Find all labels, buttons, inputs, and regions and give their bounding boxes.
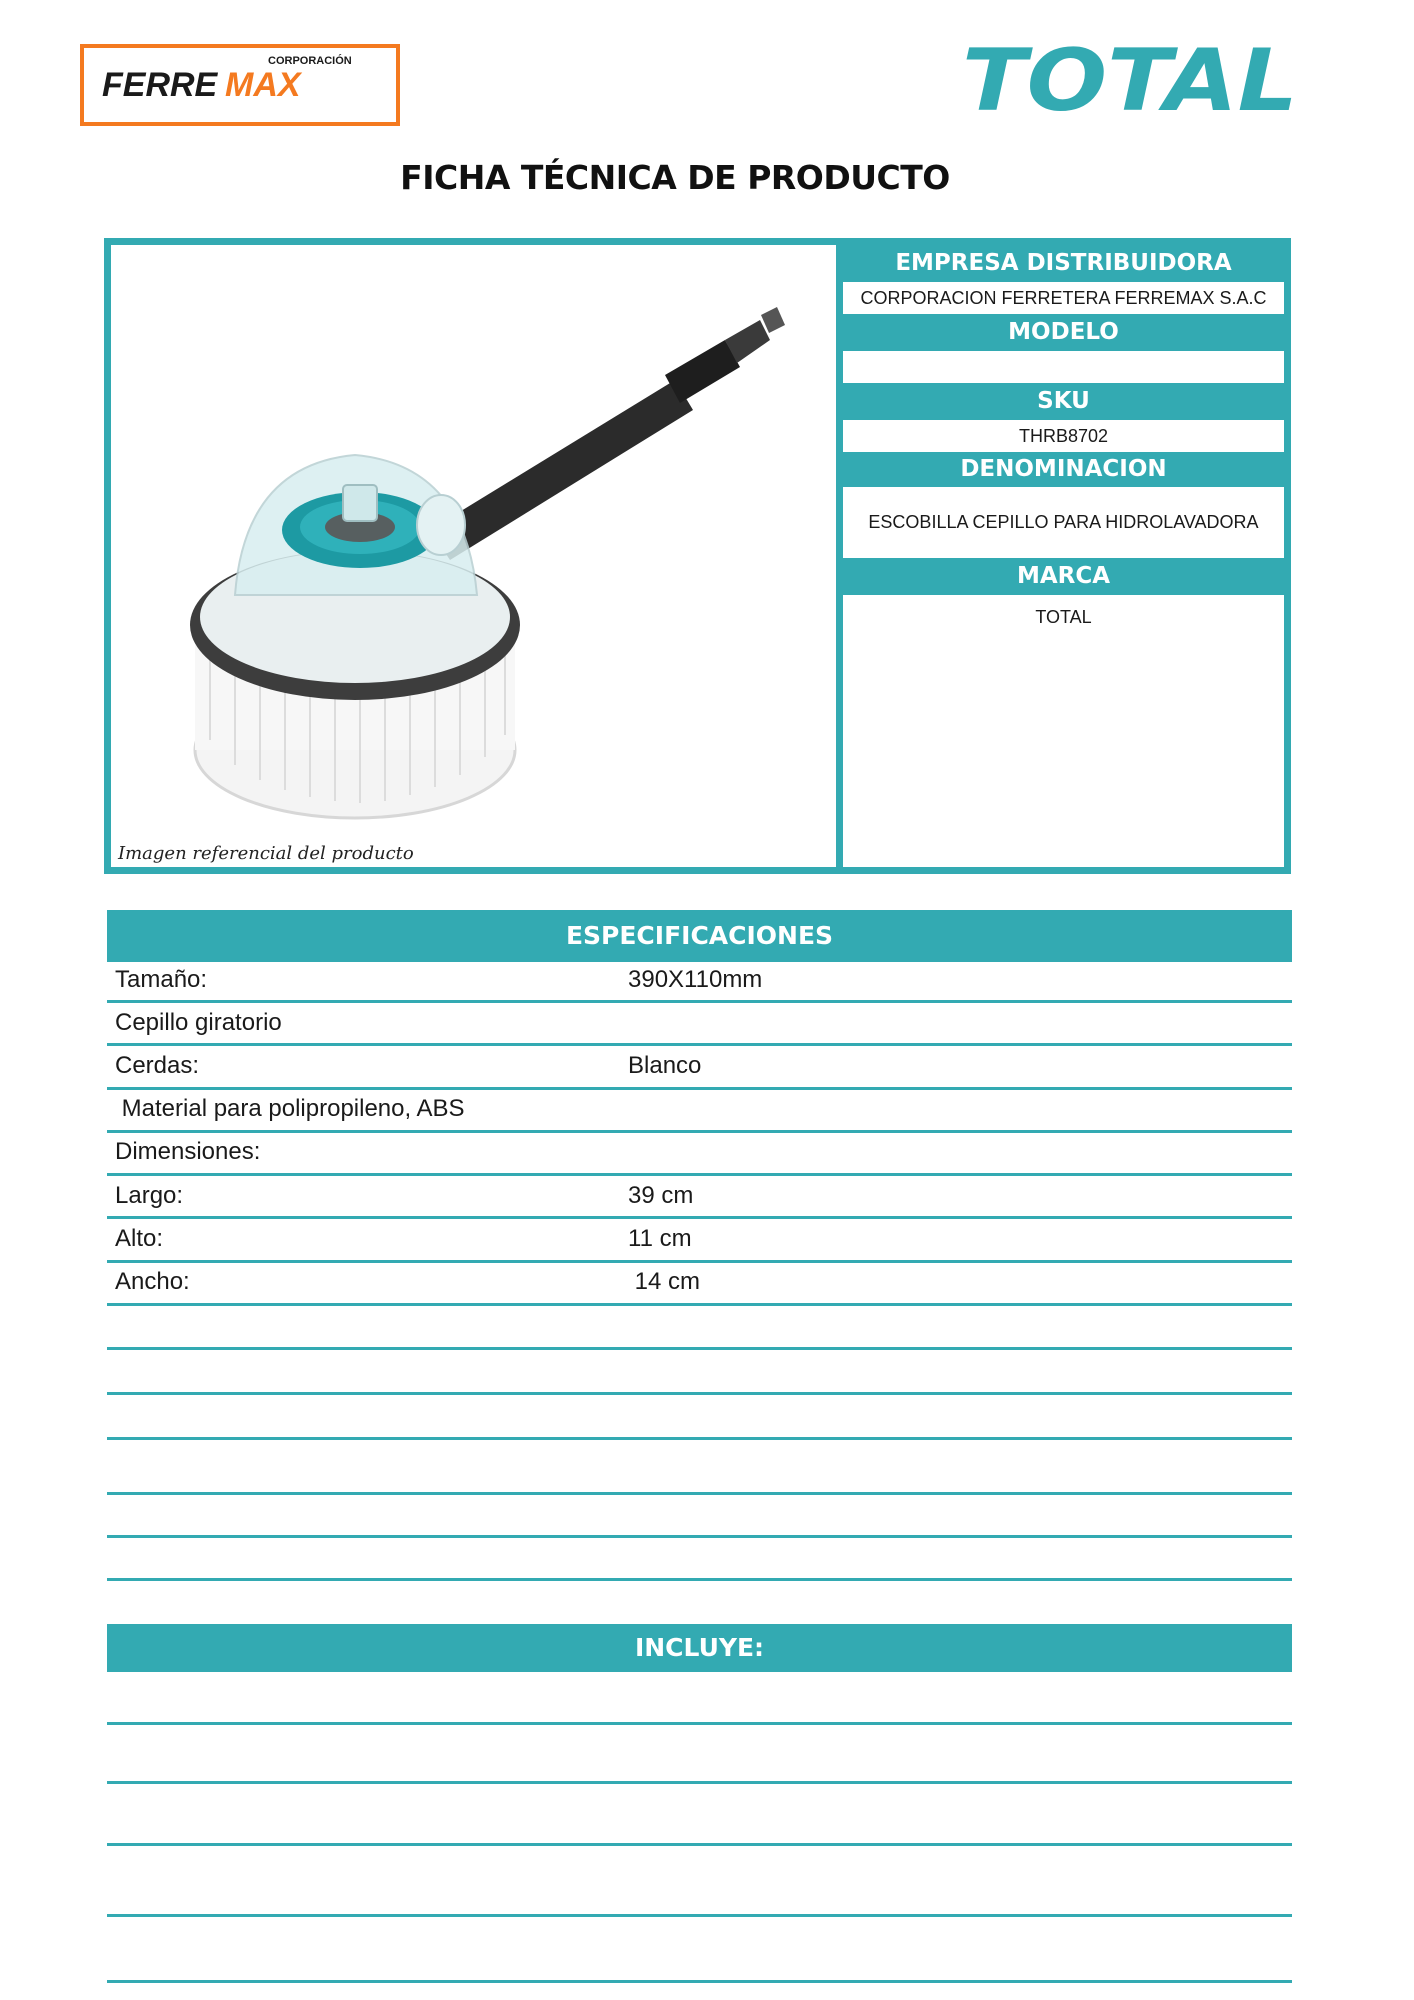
image-caption: Imagen referencial del producto [118,843,414,864]
includes-row-divider [107,1843,1292,1846]
spec-row-divider [107,1087,1292,1090]
spec-value: Blanco [628,1052,702,1079]
ferremax-logo [80,44,400,126]
spec-row-divider [107,1043,1292,1046]
marca-value: TOTAL [849,595,1278,861]
spec-row-divider [107,1492,1292,1495]
spec-row-divider [107,1392,1292,1395]
spec-value: 11 cm [628,1225,692,1252]
includes-row-divider [107,1722,1292,1725]
spec-label: Ancho: [115,1268,190,1295]
distribuidora-header: EMPRESA DISTRIBUIDORA [843,245,1284,282]
spec-row-divider [107,1000,1292,1003]
spec-label: Material para polipropileno, ABS [115,1095,465,1122]
sku-header: SKU [843,383,1284,420]
total-logo [962,42,1300,118]
includes-row-divider [107,1980,1292,1983]
spec-row-divider [107,1437,1292,1440]
rotating-brush-icon [165,295,785,835]
modelo-value [849,351,1278,383]
spec-row-divider [107,1303,1292,1306]
spec-label: Cerdas: [115,1052,200,1079]
distribuidora-value: CORPORACION FERRETERA FERREMAX S.A.C [849,282,1278,314]
spec-label: Largo: [115,1182,184,1209]
sku-value: THRB8702 [849,420,1278,452]
spec-row-divider [107,1347,1292,1350]
logo-ferre-text: FERRE [102,66,218,104]
spec-label: Tamaño: [115,966,208,993]
spec-row-divider [107,1535,1292,1538]
spec-row-divider [107,1260,1292,1263]
spec-label: Alto: [115,1225,164,1252]
modelo-header: MODELO [843,314,1284,351]
includes-header: INCLUYE: [107,1624,1292,1672]
total-logo-text: TOTAL [962,42,1298,118]
spec-label: Dimensiones: [115,1138,261,1165]
page-title: FICHA TÉCNICA DE PRODUCTO [400,158,950,197]
spec-row-divider [107,1130,1292,1133]
specs-header: ESPECIFICACIONES [107,910,1292,962]
spec-value: 14 cm [628,1268,701,1295]
includes-row-divider [107,1781,1292,1784]
spec-row-divider [107,1173,1292,1176]
spec-row-divider [107,1216,1292,1219]
includes-row-divider [107,1914,1292,1917]
spec-value: 390X110mm [628,966,763,993]
logo-small-text: CORPORACIÓN [268,55,352,67]
logo-max-text: MAX [225,66,301,104]
denominacion-value: ESCOBILLA CEPILLO PARA HIDROLAVADORA [849,487,1278,558]
denominacion-header: DENOMINACION [843,452,1284,487]
info-divider [836,245,843,867]
marca-header: MARCA [843,558,1284,595]
spec-row-divider [107,1578,1292,1581]
spec-label: Cepillo giratorio [115,1009,282,1036]
spec-value: 39 cm [628,1182,694,1209]
